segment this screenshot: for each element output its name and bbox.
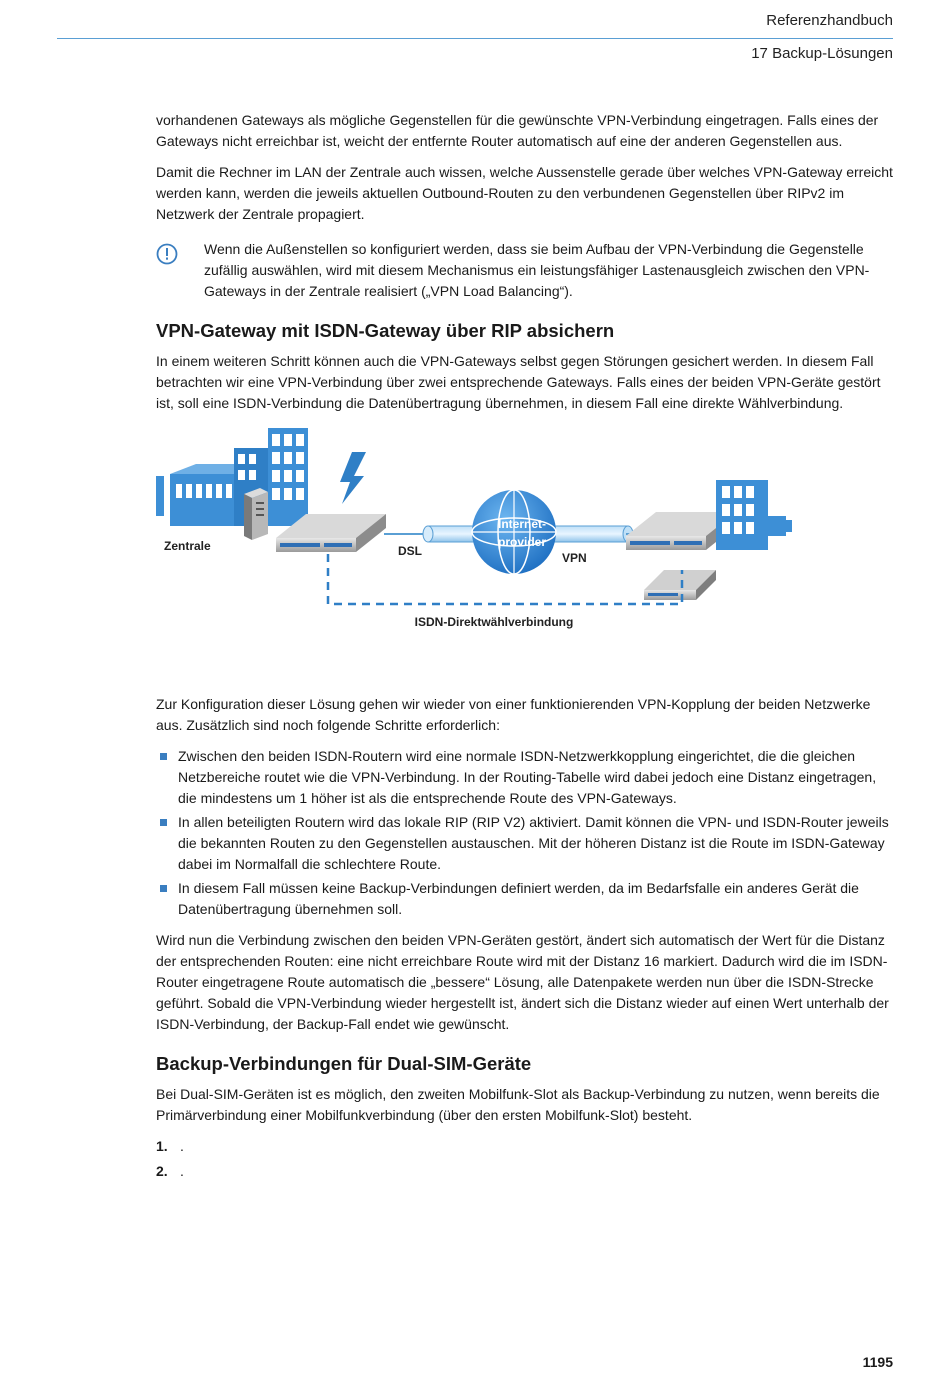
step-number: 1. (156, 1138, 168, 1154)
list-item: In allen beteiligten Routern wird das lokale RIP (RIP V2) aktiviert. Damit können die VPN- und ISDN-Router jeweils die bekannten Routen zu den Gegenstellen austauschen. Mit der höheren Distanz ist die Route im ISDN-Gateway dabei im Normalfall die schlechtere Route. (156, 812, 894, 875)
list-item: In diesem Fall müssen keine Backup-Verbindungen definiert werden, da im Bedarfsfalle ein anderes Gerät die Datenübertragung übernehmen soll. (156, 878, 894, 920)
step-number: 2. (156, 1163, 168, 1179)
label-dsl: DSL (398, 544, 422, 558)
bullet-icon (160, 819, 167, 826)
network-diagram-svg (156, 424, 894, 684)
step-item (156, 1136, 894, 1157)
note-text: Wenn die Außenstellen so konfiguriert werden, dass sie beim Aufbau der VPN-Verbindung die Gegenstelle zufällig auswählen, wird mit diesem Mechanismus ein leistungsfähiger Lastenausgleich zwischen den VPN-Gateways in der Zentrale realisiert („VPN Load Balancing“). (204, 241, 870, 299)
server-icon (244, 488, 268, 540)
branch-building-icon (716, 480, 792, 550)
note-box (156, 239, 894, 302)
network-diagram (156, 424, 894, 684)
bullet-icon (160, 885, 167, 892)
isdn-router-icon (644, 570, 716, 600)
header-title: Referenzhandbuch (766, 12, 893, 29)
step-text: . (180, 1138, 184, 1154)
bullet-list (156, 746, 894, 920)
main-content (156, 110, 894, 1186)
list-item: Zwischen den beiden ISDN-Routern wird eine normale ISDN-Netzwerkkopplung eingerichtet, die die gleichen Netzbereiche routet wie die VPN-Verbindung. In der Routing-Tabelle wird dabei jedoch eine Distanz eingetragen, die mindestens um 1 höher ist als die entsprechende Route des VPN-Gateways. (156, 746, 894, 809)
header-chapter: 17 Backup-Lösungen (751, 45, 893, 62)
bullet-icon (160, 753, 167, 760)
label-internet-line2: provider (497, 535, 547, 549)
section-heading: Backup-Verbindungen für Dual-SIM-Geräte (156, 1053, 532, 1074)
steps-list (156, 1136, 894, 1182)
paragraph: Zur Konfiguration dieser Lösung gehen wir wieder von einer funktionierenden VPN-Kopplung der beiden Netzwerke aus. Zusätzlich sind noch folgende Schritte erforderlich: (156, 696, 871, 733)
paragraph: In einem weiteren Schritt können auch die VPN-Gateways selbst gegen Störungen gesichert werden. In diesem Fall betrachten wir eine VPN-Verbindung über zwei entsprechende Gateways. Falls eines der beiden VPN-Geräte gestört ist, soll eine ISDN-Verbindung die Datenübertragung übernehmen, in diesem Fall eine direkte Wählverbindung. (156, 353, 881, 411)
globe-icon (472, 490, 556, 574)
exclamation-icon (156, 243, 178, 265)
page-number: 1195 (862, 1354, 893, 1370)
section-heading: VPN-Gateway mit ISDN-Gateway über RIP absichern (156, 320, 615, 341)
paragraph: Wird nun die Verbindung zwischen den beiden VPN-Geräten gestört, ändert sich automatisch der Wert für die Distanz der entsprechenden Routen: eine nicht erreichbare Route wird mit der Distanz 16 markiert. Dadurch wird die im ISDN-Router eingetragene Route automatisch die „bessere“ Lösung, alle Datenpakete werden nun über die ISDN-Strecke geführt. Sobald die VPN-Verbindung wieder hergestellt ist, ändert sich die Distanz wieder auf einen Wert unterhalb der ISDN-Verbindung, der Backup-Fall endet wie gewünscht. (156, 932, 889, 1032)
label-zentrale: Zentrale (164, 539, 211, 553)
headquarters-building-icon (156, 428, 308, 526)
lightning-icon (340, 452, 366, 504)
step-text: . (180, 1163, 184, 1179)
step-item (156, 1161, 894, 1182)
label-internet-line1: Internet- (498, 517, 546, 531)
label-isdn: ISDN-Direktwählverbindung (414, 615, 574, 629)
label-vpn: VPN (562, 551, 587, 565)
paragraph: Bei Dual-SIM-Geräten ist es möglich, den zweiten Mobilfunk-Slot als Backup-Verbindung zu nutzen, wenn bereits die Primärverbindung einer Mobilfunkverbindung (über den ersten Mobilfunk-Slot) besteht. (156, 1086, 880, 1123)
paragraph: Damit die Rechner im LAN der Zentrale auch wissen, welche Aussenstelle gerade über welches VPN-Gateway erreicht werden kann, werden die jeweils aktuellen Outbound-Routen zu den verbundenen Gegenstellen über RIPv2 im Netzwerk der Zentrale propagiert. (156, 164, 893, 222)
header-rule (57, 38, 893, 39)
paragraph: vorhandenen Gateways als mögliche Gegenstellen für die gewünschte VPN-Verbindung eingetragen. Falls eines der Gateways nicht erreichbar ist, weicht der entfernte Router automatisch auf eine der anderen Gegenstellen aus. (156, 112, 879, 149)
